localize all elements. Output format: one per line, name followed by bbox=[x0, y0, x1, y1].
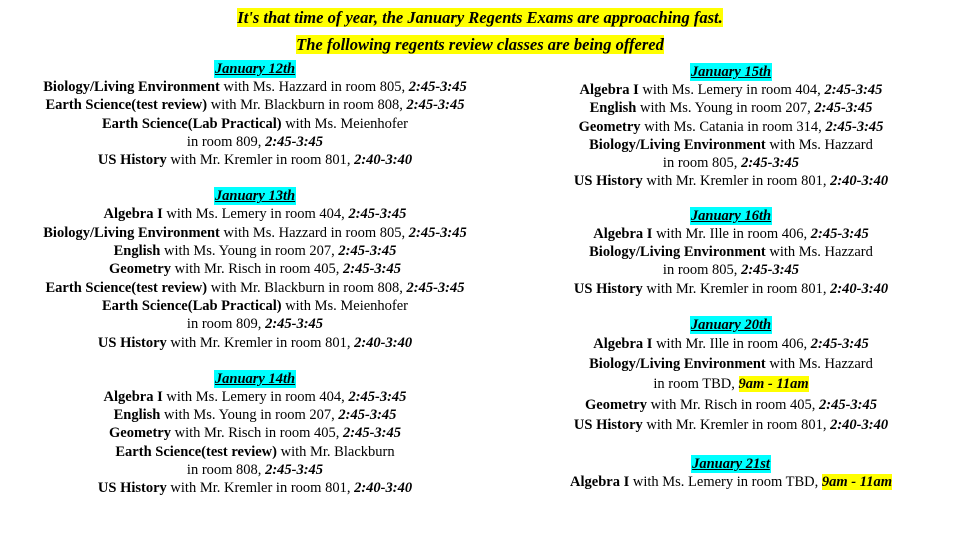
class-time: 2:45-3:45 bbox=[814, 100, 873, 117]
class-time: 2:40-3:40 bbox=[354, 480, 413, 497]
class-time: 2:45-3:45 bbox=[338, 407, 397, 424]
class-details: with Ms. Hazzard bbox=[765, 244, 873, 261]
subject-name: Algebra I bbox=[593, 225, 653, 242]
class-entry-line bbox=[0, 151, 510, 169]
class-time: 2:40-3:40 bbox=[830, 173, 889, 190]
class-time: 2:45-3:45 bbox=[406, 279, 465, 296]
day-date-heading: January 14th bbox=[214, 370, 296, 387]
class-details: with Ms. Meienhofer bbox=[281, 115, 409, 132]
class-details: with Mr. Kremler in room 801, bbox=[642, 280, 831, 297]
class-details: with Ms. Hazzard bbox=[765, 356, 873, 373]
class-details: with Ms. Meienhofer bbox=[281, 297, 409, 314]
day-block bbox=[0, 60, 510, 169]
subject-name: Earth Science(test review) bbox=[45, 279, 208, 296]
class-details: with Ms. Hazzard in room 805, bbox=[219, 224, 409, 241]
class-details: with Mr. Risch in room 405, bbox=[171, 261, 343, 278]
subject-name: Algebra I bbox=[570, 473, 630, 490]
class-entry-line bbox=[0, 242, 510, 260]
class-entry-line bbox=[476, 473, 960, 491]
class-time-highlighted: 9am - 11am bbox=[738, 376, 809, 393]
class-time: 2:45-3:45 bbox=[343, 261, 401, 278]
class-time: 2:45-3:45 bbox=[741, 155, 800, 172]
class-time: 2:45-3:45 bbox=[741, 262, 800, 279]
subject-name: Algebra I bbox=[103, 388, 163, 405]
class-entry-line bbox=[0, 224, 510, 242]
class-details: with Mr. Risch in room 405, bbox=[647, 396, 819, 413]
day-header-row bbox=[476, 207, 960, 225]
class-entry-line bbox=[476, 136, 960, 154]
class-entry-line bbox=[0, 96, 510, 114]
day-block bbox=[476, 207, 960, 298]
class-details: with Mr. Ille in room 406, bbox=[652, 225, 811, 242]
class-entry-line bbox=[0, 334, 510, 352]
class-entry-line bbox=[476, 99, 960, 117]
class-time: 2:45-3:45 bbox=[408, 79, 467, 95]
day-header-row bbox=[476, 455, 960, 473]
day-date-heading: January 13th bbox=[214, 188, 296, 205]
class-time: 2:45-3:45 bbox=[825, 118, 884, 135]
class-entry-line bbox=[476, 415, 960, 435]
class-details: in room 805, bbox=[662, 262, 742, 279]
class-details: with Ms. Lemery in room 404, bbox=[162, 206, 349, 223]
class-details: with Mr. Kremler in room 801, bbox=[642, 173, 831, 190]
subject-name: US History bbox=[573, 173, 643, 190]
day-date-heading: January 15th bbox=[690, 64, 772, 80]
subject-name: Biology/Living Environment bbox=[589, 136, 766, 153]
header-line-1-text: It's that time of year, the January Regents Exams are approaching fast. bbox=[237, 8, 723, 27]
class-time: 2:45-3:45 bbox=[265, 133, 324, 150]
class-entry-line bbox=[476, 280, 960, 298]
subject-name: Geometry bbox=[109, 425, 171, 442]
subject-name: Geometry bbox=[578, 118, 641, 135]
class-details: with Mr. Blackburn in room 808, bbox=[207, 279, 407, 296]
class-time: 2:45-3:45 bbox=[338, 243, 397, 260]
class-entry-line bbox=[476, 81, 960, 99]
subject-name: Biology/Living Environment bbox=[589, 244, 766, 261]
class-details: with Mr. Blackburn in room 808, bbox=[207, 97, 407, 114]
day-date-heading: January 12th bbox=[214, 61, 296, 77]
class-entry-line bbox=[0, 115, 510, 133]
day-block bbox=[0, 187, 510, 351]
class-time: 2:45-3:45 bbox=[265, 316, 324, 333]
day-header-row bbox=[476, 63, 960, 81]
day-block bbox=[476, 316, 960, 435]
day-header-row bbox=[0, 370, 510, 388]
class-details: in room 805, bbox=[662, 155, 742, 172]
class-time: 2:45-3:45 bbox=[810, 225, 869, 242]
subject-name: Algebra I bbox=[103, 206, 163, 223]
subject-name: US History bbox=[97, 152, 167, 169]
class-entry-line bbox=[476, 395, 960, 415]
class-entry-line bbox=[0, 443, 510, 461]
day-header-row bbox=[476, 316, 960, 334]
class-entry-line bbox=[0, 479, 510, 497]
day-date-heading: January 21st bbox=[692, 455, 770, 472]
announcement-header bbox=[0, 6, 960, 56]
class-time: 2:40-3:40 bbox=[830, 416, 889, 433]
subject-name: Biology/Living Environment bbox=[589, 356, 766, 373]
class-details: with Ms. Lemery in room 404, bbox=[638, 82, 825, 98]
subject-name: US History bbox=[573, 280, 643, 297]
subject-name: US History bbox=[573, 416, 643, 433]
class-entry-line bbox=[0, 388, 510, 406]
header-line-1 bbox=[0, 6, 960, 29]
class-entry-line bbox=[476, 172, 960, 190]
day-header-row bbox=[0, 60, 510, 78]
class-entry-line bbox=[0, 315, 510, 333]
subject-name: US History bbox=[97, 480, 167, 497]
class-time: 2:45-3:45 bbox=[408, 224, 467, 241]
class-entry-line bbox=[476, 225, 960, 243]
class-entry-line bbox=[476, 354, 960, 374]
class-time: 2:45-3:45 bbox=[406, 97, 465, 114]
class-details: with Ms. Catania in room 314, bbox=[640, 118, 826, 135]
class-details: with Ms. Hazzard in room 805, bbox=[219, 79, 409, 95]
class-details: in room 809, bbox=[186, 133, 266, 150]
class-details: with Mr. Risch in room 405, bbox=[171, 425, 343, 442]
day-block bbox=[476, 63, 960, 191]
class-entry-line bbox=[0, 279, 510, 297]
class-entry-line bbox=[476, 261, 960, 279]
class-details: with Mr. Kremler in room 801, bbox=[166, 152, 355, 169]
class-details: with Mr. Kremler in room 801, bbox=[642, 416, 831, 433]
class-entry-line bbox=[0, 297, 510, 315]
subject-name: Biology/Living Environment bbox=[43, 224, 220, 241]
class-entry-line bbox=[0, 205, 510, 223]
class-details: with Mr. Blackburn bbox=[276, 443, 395, 460]
class-details: in room 808, bbox=[186, 462, 266, 479]
day-block bbox=[476, 455, 960, 491]
subject-name: Earth Science(Lab Practical) bbox=[101, 115, 282, 132]
subject-name: US History bbox=[97, 334, 167, 351]
class-entry-line bbox=[476, 243, 960, 261]
day-block bbox=[0, 370, 510, 498]
right-column-schedule bbox=[476, 63, 960, 491]
class-time: 2:45-3:45 bbox=[265, 462, 324, 479]
subject-name: Geometry bbox=[109, 261, 171, 278]
class-entry-line bbox=[476, 154, 960, 172]
day-header-row bbox=[0, 187, 510, 205]
subject-name: Biology/Living Environment bbox=[43, 79, 220, 95]
subject-name: Earth Science(test review) bbox=[45, 97, 208, 114]
class-details: with Mr. Kremler in room 801, bbox=[166, 480, 355, 497]
subject-name: Earth Science(test review) bbox=[115, 443, 277, 460]
class-entry-line bbox=[0, 78, 510, 96]
class-details: with Ms. Young in room 207, bbox=[160, 243, 339, 260]
class-details: with Mr. Ille in room 406, bbox=[652, 335, 811, 352]
class-details: with Ms. Hazzard bbox=[765, 136, 873, 153]
class-details: with Ms. Young in room 207, bbox=[160, 407, 339, 424]
class-entry-line bbox=[0, 260, 510, 278]
class-entry-line bbox=[0, 133, 510, 151]
class-details: with Ms. Lemery in room TBD, bbox=[629, 473, 822, 490]
class-time: 2:40-3:40 bbox=[830, 280, 889, 297]
day-date-heading: January 20th bbox=[690, 316, 772, 333]
class-time: 2:45-3:45 bbox=[810, 335, 869, 352]
class-time: 2:45-3:45 bbox=[824, 82, 883, 98]
class-entry-line bbox=[0, 406, 510, 424]
subject-name: Algebra I bbox=[579, 82, 639, 98]
class-time: 2:45-3:45 bbox=[819, 396, 877, 413]
class-details: with Mr. Kremler in room 801, bbox=[166, 334, 355, 351]
class-entry-line bbox=[0, 461, 510, 479]
class-time: 2:45-3:45 bbox=[343, 425, 401, 442]
class-entry-line bbox=[0, 424, 510, 442]
header-line-2 bbox=[0, 33, 960, 56]
header-line-2-text: The following regents review classes are being offered bbox=[296, 35, 664, 54]
class-time: 2:45-3:45 bbox=[348, 206, 407, 223]
class-time-highlighted: 9am - 11am bbox=[821, 473, 892, 490]
subject-name: English bbox=[113, 407, 161, 424]
class-time: 2:40-3:40 bbox=[354, 152, 413, 169]
subject-name: Geometry bbox=[585, 396, 647, 413]
class-details: with Ms. Lemery in room 404, bbox=[162, 388, 349, 405]
subject-name: Earth Science(Lab Practical) bbox=[101, 297, 282, 314]
class-entry-line bbox=[476, 334, 960, 354]
class-entry-line bbox=[476, 118, 960, 136]
class-time: 2:40-3:40 bbox=[354, 334, 413, 351]
class-details: in room TBD, bbox=[653, 376, 739, 393]
left-column-schedule bbox=[0, 60, 510, 498]
subject-name: English bbox=[589, 100, 637, 117]
day-date-heading: January 16th bbox=[690, 207, 772, 224]
subject-name: Algebra I bbox=[593, 335, 653, 352]
subject-name: English bbox=[113, 243, 161, 260]
class-details: in room 809, bbox=[186, 316, 266, 333]
class-details: with Ms. Young in room 207, bbox=[636, 100, 815, 117]
class-time: 2:45-3:45 bbox=[348, 388, 407, 405]
class-entry-line bbox=[476, 374, 960, 394]
